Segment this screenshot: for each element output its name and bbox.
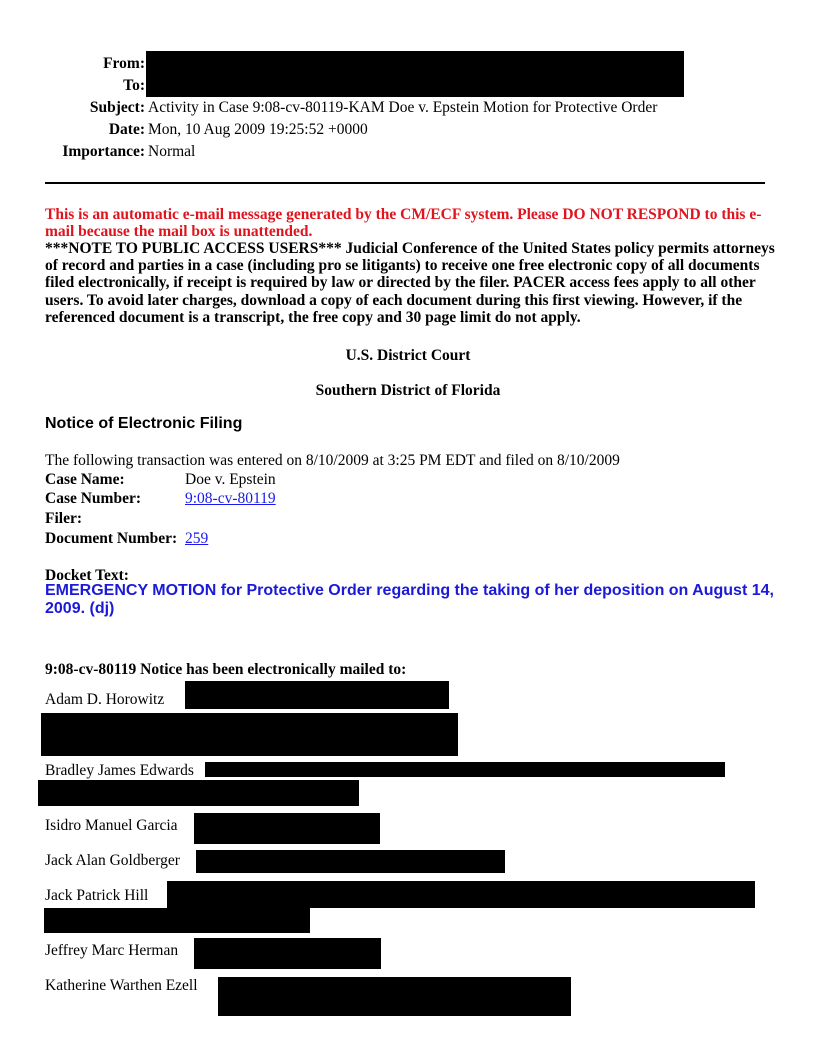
from-label: From: [103, 55, 145, 72]
recipient-name: Isidro Manuel Garcia [45, 817, 178, 834]
recipient-redaction [41, 713, 458, 756]
importance-label: Importance: [62, 143, 145, 160]
recipient-name: Adam D. Horowitz [45, 691, 165, 708]
recipient-redaction [196, 850, 505, 873]
recipient-redaction [194, 938, 381, 969]
filer-label: Filer: [45, 510, 83, 527]
recipient-name: Bradley James Edwards [45, 762, 194, 779]
recipient-redaction [205, 762, 725, 777]
recipient-name: Jeffrey Marc Herman [45, 942, 179, 959]
subject-label: Subject: [89, 99, 145, 116]
court-name: U.S. District Court [345, 347, 471, 364]
recipient-redaction [194, 813, 380, 844]
date-label: Date: [108, 121, 145, 138]
docket-text-label: Docket Text: [45, 567, 129, 584]
case-name-label: Case Name: [45, 471, 125, 488]
case-number-label: Case Number: [45, 490, 141, 507]
recipient-name: Katherine Warthen Ezell [45, 977, 198, 994]
public-access-note: ***NOTE TO PUBLIC ACCESS USERS*** Judicial Conference of the United States policy permits attorneys of record and parties in a case (including pro se litigants) to receive one free electronic copy of all documents filed electronically, if receipt is required by law or directed by the filer. PACER access fees apply to all other users. To avoid later charges, download a copy of each document during this first viewing. However, if the referenced document is a transcript, the free copy and 30 page limit do not apply. [45, 240, 775, 326]
recipient-name: Jack Patrick Hill [45, 887, 149, 904]
docket-text: EMERGENCY MOTION for Protective Order regarding the taking of her deposition on August 14, 2009. (dj) [45, 582, 774, 617]
date-value: Mon, 10 Aug 2009 19:25:52 +0000 [148, 121, 368, 138]
mailed-to-heading: 9:08-cv-80119 Notice has been electronically mailed to: [45, 661, 407, 678]
recipient-redaction [38, 780, 359, 806]
nef-title: Notice of Electronic Filing [45, 415, 243, 432]
header-divider [45, 182, 765, 184]
auto-message-warning: This is an automatic e-mail message generated by the CM/ECF system. Please DO NOT RESPOND to this e-mail because the mail box is unattended. [45, 206, 762, 240]
recipient-redaction [167, 881, 755, 908]
importance-value: Normal [148, 143, 196, 160]
case-name-value: Doe v. Epstein [185, 471, 276, 488]
case-number-link[interactable]: 9:08-cv-80119 [185, 490, 276, 507]
document-number-link[interactable]: 259 [185, 530, 209, 547]
from-to-redaction [146, 51, 684, 97]
recipient-name: Jack Alan Goldberger [45, 852, 180, 869]
recipient-redaction [185, 681, 449, 709]
document-number-label: Document Number: [45, 530, 178, 547]
recipient-redaction [218, 977, 571, 1016]
recipient-redaction [44, 908, 310, 933]
court-district: Southern District of Florida [315, 382, 501, 399]
to-label: To: [123, 77, 145, 94]
transaction-text: The following transaction was entered on 8/10/2009 at 3:25 PM EDT and filed on 8/10/2009 [45, 452, 620, 469]
subject-value: Activity in Case 9:08-cv-80119-KAM Doe v. Epstein Motion for Protective Order [148, 99, 658, 116]
